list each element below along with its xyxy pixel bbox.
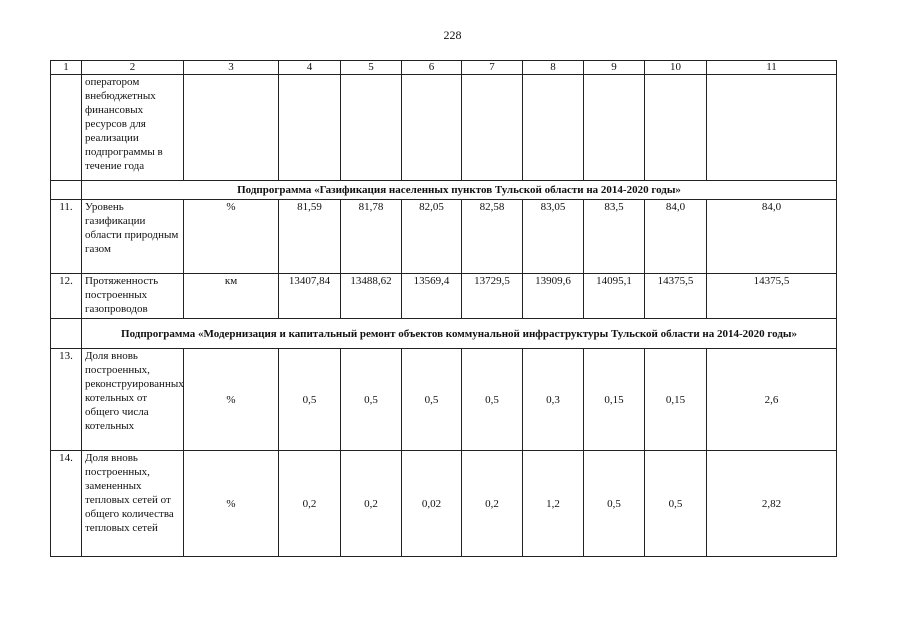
table-row (51, 451, 837, 557)
value-cell (402, 75, 462, 181)
indicator-name: Доля вновь построенных, реконструированных котельных от общего числа котельных (82, 349, 184, 451)
page-number: 228 (443, 28, 462, 42)
value-cell: 0,15 (645, 349, 707, 451)
value-cell: 0,5 (584, 451, 645, 557)
value-cell: 83,05 (523, 200, 584, 274)
value-cell: 2,82 (707, 451, 837, 557)
indicator-name: оператором внебюджетных финансовых ресурсов для реализации подпрограммы в течение года (82, 75, 184, 181)
header-cell: 3 (184, 61, 279, 75)
value-cell (707, 75, 837, 181)
value-cell: 14375,5 (707, 274, 837, 319)
header-row (51, 61, 837, 75)
value-cell: 0,5 (279, 349, 341, 451)
value-cell: 13488,62 (341, 274, 402, 319)
value-cell: 81,78 (341, 200, 402, 274)
value-cell: 0,3 (523, 349, 584, 451)
value-cell: 13569,4 (402, 274, 462, 319)
value-cell (645, 75, 707, 181)
table-row (51, 349, 837, 451)
value-cell: 0,5 (341, 349, 402, 451)
value-cell: 0,5 (462, 349, 523, 451)
unit-cell: % (184, 349, 279, 451)
value-cell: 0,5 (645, 451, 707, 557)
row-number: 11. (51, 200, 82, 274)
subprogram-title: Подпрограмма «Модернизация и капитальный ремонт объектов коммунальной инфраструктуры Тульской области на 2014-2020 годы» (82, 319, 837, 349)
row-number: 13. (51, 349, 82, 451)
value-cell (341, 75, 402, 181)
header-cell: 7 (462, 61, 523, 75)
value-cell: 0,2 (462, 451, 523, 557)
value-cell (584, 75, 645, 181)
value-cell (279, 75, 341, 181)
header-cell: 4 (279, 61, 341, 75)
header-cell: 2 (82, 61, 184, 75)
value-cell: 0,5 (402, 349, 462, 451)
value-cell: 2,6 (707, 349, 837, 451)
header-cell: 9 (584, 61, 645, 75)
subprogram-title: Подпрограмма «Газификация населенных пунктов Тульской области на 2014-2020 годы» (82, 181, 837, 200)
table-row (51, 200, 837, 274)
value-cell: 0,15 (584, 349, 645, 451)
unit-cell (184, 75, 279, 181)
value-cell: 13909,6 (523, 274, 584, 319)
indicator-name: Доля вновь построенных, замененных тепловых сетей от общего количества тепловых сетей (82, 451, 184, 557)
unit-cell: км (184, 274, 279, 319)
value-cell: 84,0 (645, 200, 707, 274)
row-number: 14. (51, 451, 82, 557)
value-cell: 1,2 (523, 451, 584, 557)
table-row (51, 274, 837, 319)
value-cell: 13729,5 (462, 274, 523, 319)
value-cell: 13407,84 (279, 274, 341, 319)
subprogram-row (51, 319, 837, 349)
header-cell: 8 (523, 61, 584, 75)
value-cell: 0,2 (279, 451, 341, 557)
indicators-table (50, 60, 837, 557)
row-number: 12. (51, 274, 82, 319)
indicator-name: Протяженность построенных газопроводов (82, 274, 184, 319)
subprogram-row (51, 181, 837, 200)
value-cell: 81,59 (279, 200, 341, 274)
value-cell (523, 75, 584, 181)
unit-cell: % (184, 200, 279, 274)
value-cell: 0,2 (341, 451, 402, 557)
value-cell: 14095,1 (584, 274, 645, 319)
value-cell: 14375,5 (645, 274, 707, 319)
header-cell: 6 (402, 61, 462, 75)
header-cell: 1 (51, 61, 82, 75)
row-number (51, 75, 82, 181)
value-cell: 84,0 (707, 200, 837, 274)
header-cell: 11 (707, 61, 837, 75)
value-cell (462, 75, 523, 181)
header-cell: 5 (341, 61, 402, 75)
table-row (51, 75, 837, 181)
value-cell: 82,58 (462, 200, 523, 274)
value-cell: 83,5 (584, 200, 645, 274)
header-cell: 10 (645, 61, 707, 75)
indicator-name: Уровень газификации области природным газом (82, 200, 184, 274)
unit-cell: % (184, 451, 279, 557)
value-cell: 82,05 (402, 200, 462, 274)
value-cell: 0,02 (402, 451, 462, 557)
